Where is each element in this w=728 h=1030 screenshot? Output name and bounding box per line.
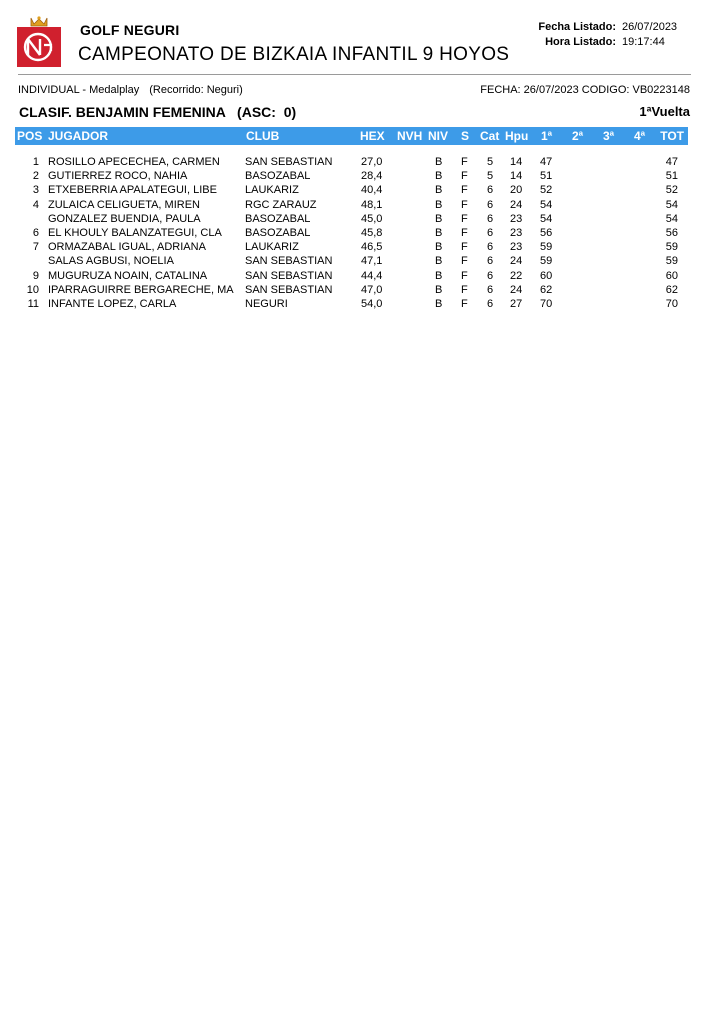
cell-round-1: 62 <box>540 283 553 296</box>
cell-cat: 6 <box>487 269 494 282</box>
cell-jugador: ORMAZABAL IGUAL, ADRIANA <box>48 241 206 254</box>
cell-niv: B <box>435 170 443 183</box>
cell-club: NEGURI <box>245 297 288 310</box>
cell-jugador: ETXEBERRIA APALATEGUI, LIBE <box>48 184 217 197</box>
col-round-1: 1ª <box>541 129 553 143</box>
cell-tot: 54 <box>665 198 678 211</box>
cell-s: F <box>461 255 468 268</box>
cell-niv: B <box>435 241 443 254</box>
cell-jugador: INFANTE LOPEZ, CARLA <box>48 297 177 310</box>
cell-cat: 5 <box>487 170 494 183</box>
cell-tot: 52 <box>665 184 678 197</box>
cell-hex: 28,4 <box>361 170 383 183</box>
cell-niv: B <box>435 283 443 296</box>
col-hex: HEX <box>360 129 385 143</box>
cell-hex: 27,0 <box>361 156 383 168</box>
cell-niv: B <box>435 269 443 282</box>
table-row <box>15 254 688 268</box>
table-row <box>15 169 688 183</box>
cell-jugador: ROSILLO APECECHEA, CARMEN <box>48 156 220 168</box>
cell-tot: 59 <box>665 241 678 254</box>
cell-hpu: 24 <box>510 255 523 268</box>
hora-listado-value: 19:17:44 <box>622 36 665 48</box>
cell-cat: 6 <box>487 283 494 296</box>
cell-jugador: SALAS AGBUSI, NOELIA <box>48 255 174 268</box>
col-round-4: 4ª <box>634 129 646 143</box>
cell-hpu: 14 <box>510 156 523 168</box>
round-label: 1ªVuelta <box>639 104 690 119</box>
cell-round-1: 54 <box>540 212 553 225</box>
col-hpu: Hpu <box>505 129 529 143</box>
fecha-listado-value: 26/07/2023 <box>622 21 678 33</box>
cell-cat: 5 <box>487 156 494 168</box>
fecha-listado-label: Fecha Listado: <box>538 21 616 33</box>
cell-round-1: 56 <box>540 226 553 239</box>
cell-hex: 44,4 <box>361 269 383 282</box>
cell-niv: B <box>435 255 443 268</box>
cell-pos: 7 <box>32 241 39 254</box>
golf-neguri-crest-logo <box>14 15 64 71</box>
fecha-codigo: FECHA: 26/07/2023 CODIGO: VB0223148 <box>480 84 690 96</box>
cell-cat: 6 <box>487 226 494 239</box>
cell-niv: B <box>435 226 443 239</box>
cell-cat: 6 <box>487 255 494 268</box>
cell-niv: B <box>435 184 443 197</box>
cell-round-1: 59 <box>540 241 553 254</box>
cell-round-1: 52 <box>540 184 553 197</box>
listing-meta <box>538 20 680 50</box>
cell-jugador: GUTIERREZ ROCO, NAHIA <box>48 170 188 183</box>
cell-round-1: 54 <box>540 198 553 211</box>
col-s: S <box>461 129 470 143</box>
club-name: GOLF NEGURI <box>80 22 180 38</box>
table-row <box>15 226 688 240</box>
cell-s: F <box>461 283 468 296</box>
cell-jugador: IPARRAGUIRRE BERGARECHE, MA <box>48 283 234 296</box>
col-niv: NIV <box>428 129 449 143</box>
cell-cat: 6 <box>487 184 494 197</box>
cell-hpu: 27 <box>510 297 523 310</box>
cell-s: F <box>461 198 468 211</box>
cell-pos: 10 <box>26 283 39 296</box>
cell-club: SAN SEBASTIAN <box>245 269 333 282</box>
cell-hpu: 14 <box>510 170 523 183</box>
cell-tot: 54 <box>665 212 678 225</box>
cell-jugador: EL KHOULY BALANZATEGUI, CLA <box>48 226 222 239</box>
cell-cat: 6 <box>487 241 494 254</box>
cell-club: SAN SEBASTIAN <box>245 156 333 168</box>
header-divider <box>18 74 691 75</box>
col-nvh: NVH <box>397 129 423 143</box>
cell-cat: 6 <box>487 212 494 225</box>
table-row <box>15 240 688 254</box>
fecha-listado-row <box>538 20 680 35</box>
table-row <box>15 297 688 311</box>
cell-club: BASOZABAL <box>245 212 311 225</box>
col-round-2: 2ª <box>572 129 584 143</box>
cell-hex: 47,0 <box>361 283 383 296</box>
cell-hex: 48,1 <box>361 198 383 211</box>
cell-pos: 2 <box>32 170 39 183</box>
modality-info <box>18 84 243 96</box>
table-row <box>15 155 688 169</box>
cell-s: F <box>461 226 468 239</box>
col-tot: TOT <box>660 129 684 143</box>
cell-s: F <box>461 297 468 310</box>
cell-jugador: MUGURUZA NOAIN, CATALINA <box>48 269 208 282</box>
cell-s: F <box>461 170 468 183</box>
classification-title: CLASIF. BENJAMIN FEMENINA (ASC: 0) <box>19 104 297 120</box>
cell-s: F <box>461 269 468 282</box>
cell-tot: 62 <box>665 283 678 296</box>
cell-hpu: 24 <box>510 283 523 296</box>
cell-tot: 51 <box>665 170 678 183</box>
cell-jugador: ZULAICA CELIGUETA, MIREN <box>48 198 200 211</box>
table-row <box>15 212 688 226</box>
cell-hex: 45,8 <box>361 226 383 239</box>
cell-cat: 6 <box>487 297 494 310</box>
cell-pos: 1 <box>32 156 39 168</box>
col-pos: POS <box>17 129 43 143</box>
cell-hpu: 23 <box>510 212 523 225</box>
cell-club: RGC ZARAUZ <box>245 198 317 211</box>
cell-tot: 47 <box>665 156 678 168</box>
cell-hpu: 22 <box>510 269 523 282</box>
cell-s: F <box>461 184 468 197</box>
table-row <box>15 198 688 212</box>
cell-hex: 45,0 <box>361 212 383 225</box>
cell-club: LAUKARIZ <box>245 241 299 254</box>
cell-pos: 9 <box>32 269 39 282</box>
table-row <box>15 283 688 297</box>
cell-pos: 11 <box>27 297 39 310</box>
cell-round-1: 51 <box>540 170 553 183</box>
hora-listado-row <box>538 35 680 50</box>
cell-s: F <box>461 212 468 225</box>
cell-hpu: 24 <box>510 198 523 211</box>
cell-s: F <box>461 241 468 254</box>
cell-hex: 46,5 <box>361 241 383 254</box>
cell-round-1: 60 <box>540 269 553 282</box>
event-title: CAMPEONATO DE BIZKAIA INFANTIL 9 HOYOS <box>78 44 510 65</box>
cell-jugador: GONZALEZ BUENDIA, PAULA <box>48 212 201 225</box>
cell-hpu: 23 <box>510 241 523 254</box>
cell-hpu: 20 <box>510 184 523 197</box>
cell-round-1: 70 <box>540 297 553 310</box>
cell-niv: B <box>435 198 443 211</box>
course-text: (Recorrido: Neguri) <box>149 84 243 96</box>
cell-round-1: 47 <box>540 156 553 168</box>
table-row <box>15 269 688 283</box>
cell-club: SAN SEBASTIAN <box>245 255 333 268</box>
cell-niv: B <box>435 212 443 225</box>
cell-tot: 60 <box>665 269 678 282</box>
cell-club: BASOZABAL <box>245 170 311 183</box>
cell-tot: 59 <box>665 255 678 268</box>
cell-niv: B <box>435 297 443 310</box>
cell-club: SAN SEBASTIAN <box>245 283 333 296</box>
cell-niv: B <box>435 156 443 168</box>
cell-cat: 6 <box>487 198 494 211</box>
cell-club: LAUKARIZ <box>245 184 299 197</box>
table-row <box>15 183 688 197</box>
cell-tot: 56 <box>665 226 678 239</box>
cell-hex: 54,0 <box>361 297 383 310</box>
results-table-body <box>15 155 688 311</box>
cell-pos: 3 <box>32 184 39 197</box>
cell-hex: 40,4 <box>361 184 383 197</box>
cell-hex: 47,1 <box>361 255 383 268</box>
modality-text: INDIVIDUAL - Medalplay <box>18 84 140 96</box>
cell-tot: 70 <box>665 297 678 310</box>
cell-pos: 6 <box>32 226 39 239</box>
cell-club: BASOZABAL <box>245 226 311 239</box>
cell-hpu: 23 <box>510 226 523 239</box>
cell-round-1: 59 <box>540 255 553 268</box>
hora-listado-label: Hora Listado: <box>545 36 616 48</box>
cell-pos: 4 <box>32 198 39 211</box>
col-jugador: JUGADOR <box>48 129 109 143</box>
cell-s: F <box>461 156 468 168</box>
col-round-3: 3ª <box>603 129 615 143</box>
col-club: CLUB <box>246 129 280 143</box>
table-header <box>15 127 688 145</box>
col-cat: Cat <box>480 129 500 143</box>
